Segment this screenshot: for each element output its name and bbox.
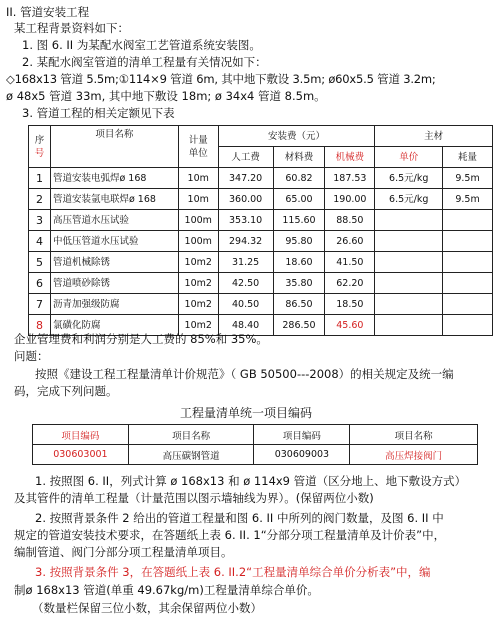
code-header-4: 项目名称 [350, 425, 478, 445]
cell-labor: 31.25 [218, 252, 273, 273]
cell-labor: 353.10 [218, 210, 273, 231]
cell-material: 86.50 [273, 294, 325, 315]
header-unit-price: 单价 [375, 147, 443, 168]
cell-name: 中低压管道水压试验 [50, 231, 178, 252]
cell-machine: 88.50 [325, 210, 375, 231]
code-cell-3: 030609003 [254, 445, 350, 465]
fee-note: 企业管理费和利润分别是人工费的 85%和 35%。 [14, 332, 268, 346]
pipe-quantities-line-2: ø 48x5 管道 33m, 其中地下敷设 18m; ø 34x4 管道 8.5m。 [6, 89, 326, 103]
header-unit-top: 计量 [188, 134, 208, 146]
background-item-2: 2. 某配水阀室管道的清单工程量有关情况如下： [22, 55, 267, 69]
cell-qty: 9.5m [443, 189, 493, 210]
cell-material: 35.80 [273, 273, 325, 294]
cell-qty [443, 231, 493, 252]
code-table [32, 424, 478, 465]
table-row [29, 294, 493, 315]
cell-price [375, 273, 443, 294]
cell-unit: 10m [178, 189, 218, 210]
cell-price [375, 210, 443, 231]
cell-name: 管道机械除锈 [50, 252, 178, 273]
table-row [29, 273, 493, 294]
cell-no: 6 [29, 273, 51, 294]
cell-no: 8 [29, 315, 51, 336]
cell-material: 60.82 [273, 168, 325, 189]
table-row [29, 252, 493, 273]
code-table-title: 工程量清单统一项目编码 [180, 406, 313, 420]
cell-name: 管道喷砂除锈 [50, 273, 178, 294]
cell-unit: 10m [178, 168, 218, 189]
cell-labor: 42.50 [218, 273, 273, 294]
cell-name: 氯磺化防腐 [50, 315, 178, 336]
cell-machine: 26.60 [325, 231, 375, 252]
cell-labor: 294.32 [218, 231, 273, 252]
cell-labor: 360.00 [218, 189, 273, 210]
table-row [29, 189, 493, 210]
question-3-line-3: （数量栏保留三位小数，其余保留两位小数） [32, 601, 262, 615]
cell-unit: 10m2 [178, 315, 218, 336]
header-unit [178, 126, 218, 168]
cell-no: 7 [29, 294, 51, 315]
header-seq-top: 序 [34, 134, 45, 146]
cell-qty [443, 210, 493, 231]
cell-material: 286.50 [273, 315, 325, 336]
header-seq-bottom: 号 [34, 147, 45, 159]
cell-machine: 18.50 [325, 294, 375, 315]
background-item-3: 3. 管道工程的相关定额见下表 [22, 106, 175, 120]
cell-unit: 10m2 [178, 273, 218, 294]
cell-machine: 41.50 [325, 252, 375, 273]
cell-no: 4 [29, 231, 51, 252]
cell-price [375, 294, 443, 315]
cell-unit: 10m2 [178, 294, 218, 315]
pipe-quantities-line-1: ◇168x13 管道 5.5m;①114×9 管道 6m, 其中地下敷设 3.5m; ø60x5.5 管道 3.2m; [6, 72, 436, 86]
fee-table [28, 125, 493, 336]
question-intro-line-1: 按照《建设工程工程量清单计价规范》（ GB 50500---2008）的相关规定及统一编 [35, 367, 454, 381]
cell-name: 高压管道水压试验 [50, 210, 178, 231]
cell-material: 115.60 [273, 210, 325, 231]
cell-price [375, 315, 443, 336]
cell-no: 1 [29, 168, 51, 189]
cell-name: 沥青加强级防腐 [50, 294, 178, 315]
cell-machine: 187.53 [325, 168, 375, 189]
question-1-line-2: 及其管件的清单工程量（计量范围以图示墙轴线为界）。(保留两位小数) [14, 491, 374, 505]
cell-labor: 40.50 [218, 294, 273, 315]
code-cell-4: 高压焊接阀门 [350, 445, 478, 465]
cell-qty [443, 315, 493, 336]
header-main-material: 主材 [375, 126, 493, 147]
question-2-line-2: 规定的管道安装技术要求，在答题纸上表 6. II. 1“分部分项工程量清单及计价表”中， [14, 528, 446, 542]
background-title: 某工程背景资料如下： [14, 21, 129, 35]
header-labor: 人工费 [218, 147, 273, 168]
section-title: II. 管道安装工程 [6, 5, 90, 19]
cell-price: 6.5元/kg [375, 189, 443, 210]
cell-machine: 190.00 [325, 189, 375, 210]
question-1-line-1: 1. 按照图 6. II，列式计算 ø 168x13 和 ø 114x9 管道（区分地上、地下敷设方式） [35, 474, 467, 488]
header-unit-bottom: 单位 [188, 147, 208, 159]
code-header-2: 项目名称 [128, 425, 254, 445]
cell-no: 2 [29, 189, 51, 210]
header-machine: 机械费 [325, 147, 375, 168]
cell-machine: 62.20 [325, 273, 375, 294]
code-cell-1: 030603001 [33, 445, 129, 465]
cell-unit: 100m [178, 210, 218, 231]
table-row [29, 168, 493, 189]
header-seq [29, 126, 51, 168]
cell-qty [443, 273, 493, 294]
cell-price [375, 231, 443, 252]
cell-material: 18.60 [273, 252, 325, 273]
header-install: 安装费（元） [218, 126, 375, 147]
cell-machine: 45.60 [325, 315, 375, 336]
cell-price: 6.5元/kg [375, 168, 443, 189]
table-row [29, 231, 493, 252]
cell-name: 管道安装氩电联焊ø 168 [50, 189, 178, 210]
code-header-3: 项目编码 [254, 425, 350, 445]
table-row [29, 210, 493, 231]
cell-labor: 347.20 [218, 168, 273, 189]
question-title: 问题： [14, 349, 49, 363]
cell-price [375, 252, 443, 273]
code-header-1: 项目编码 [33, 425, 129, 445]
question-3-line-1: 3. 按照背景条件 3，在答题纸上表 6. II.2“工程量清单综合单价分析表”中，编 [35, 565, 431, 579]
cell-qty: 9.5m [443, 168, 493, 189]
question-3-line-2: 制ø 168x13 管道(单重 49.67kg/m)工程量清单综合单价。 [14, 583, 319, 597]
header-material: 材料费 [273, 147, 325, 168]
cell-labor: 48.40 [218, 315, 273, 336]
cell-qty [443, 294, 493, 315]
background-item-1: 1. 图 6. II 为某配水阀室工艺管道系统安装图。 [22, 38, 261, 52]
cell-material: 65.00 [273, 189, 325, 210]
cell-name: 管道安装电弧焊ø 168 [50, 168, 178, 189]
question-2-line-1: 2. 按照背景条件 2 给出的管道工程量和图 6. II 中所列的阀门数量，及图 6. II 中 [35, 511, 444, 525]
header-consumption: 耗量 [443, 147, 493, 168]
question-2-line-3: 编制管道、阀门分部分项工程量清单项目。 [14, 545, 233, 559]
cell-unit: 10m2 [178, 252, 218, 273]
code-cell-2: 高压碳钢管道 [128, 445, 254, 465]
cell-qty [443, 252, 493, 273]
cell-no: 5 [29, 252, 51, 273]
question-intro-line-2: 码，完成下列问题。 [14, 384, 118, 398]
header-name: 项目名称 [50, 126, 178, 168]
cell-unit: 100m [178, 231, 218, 252]
cell-no: 3 [29, 210, 51, 231]
cell-material: 95.80 [273, 231, 325, 252]
